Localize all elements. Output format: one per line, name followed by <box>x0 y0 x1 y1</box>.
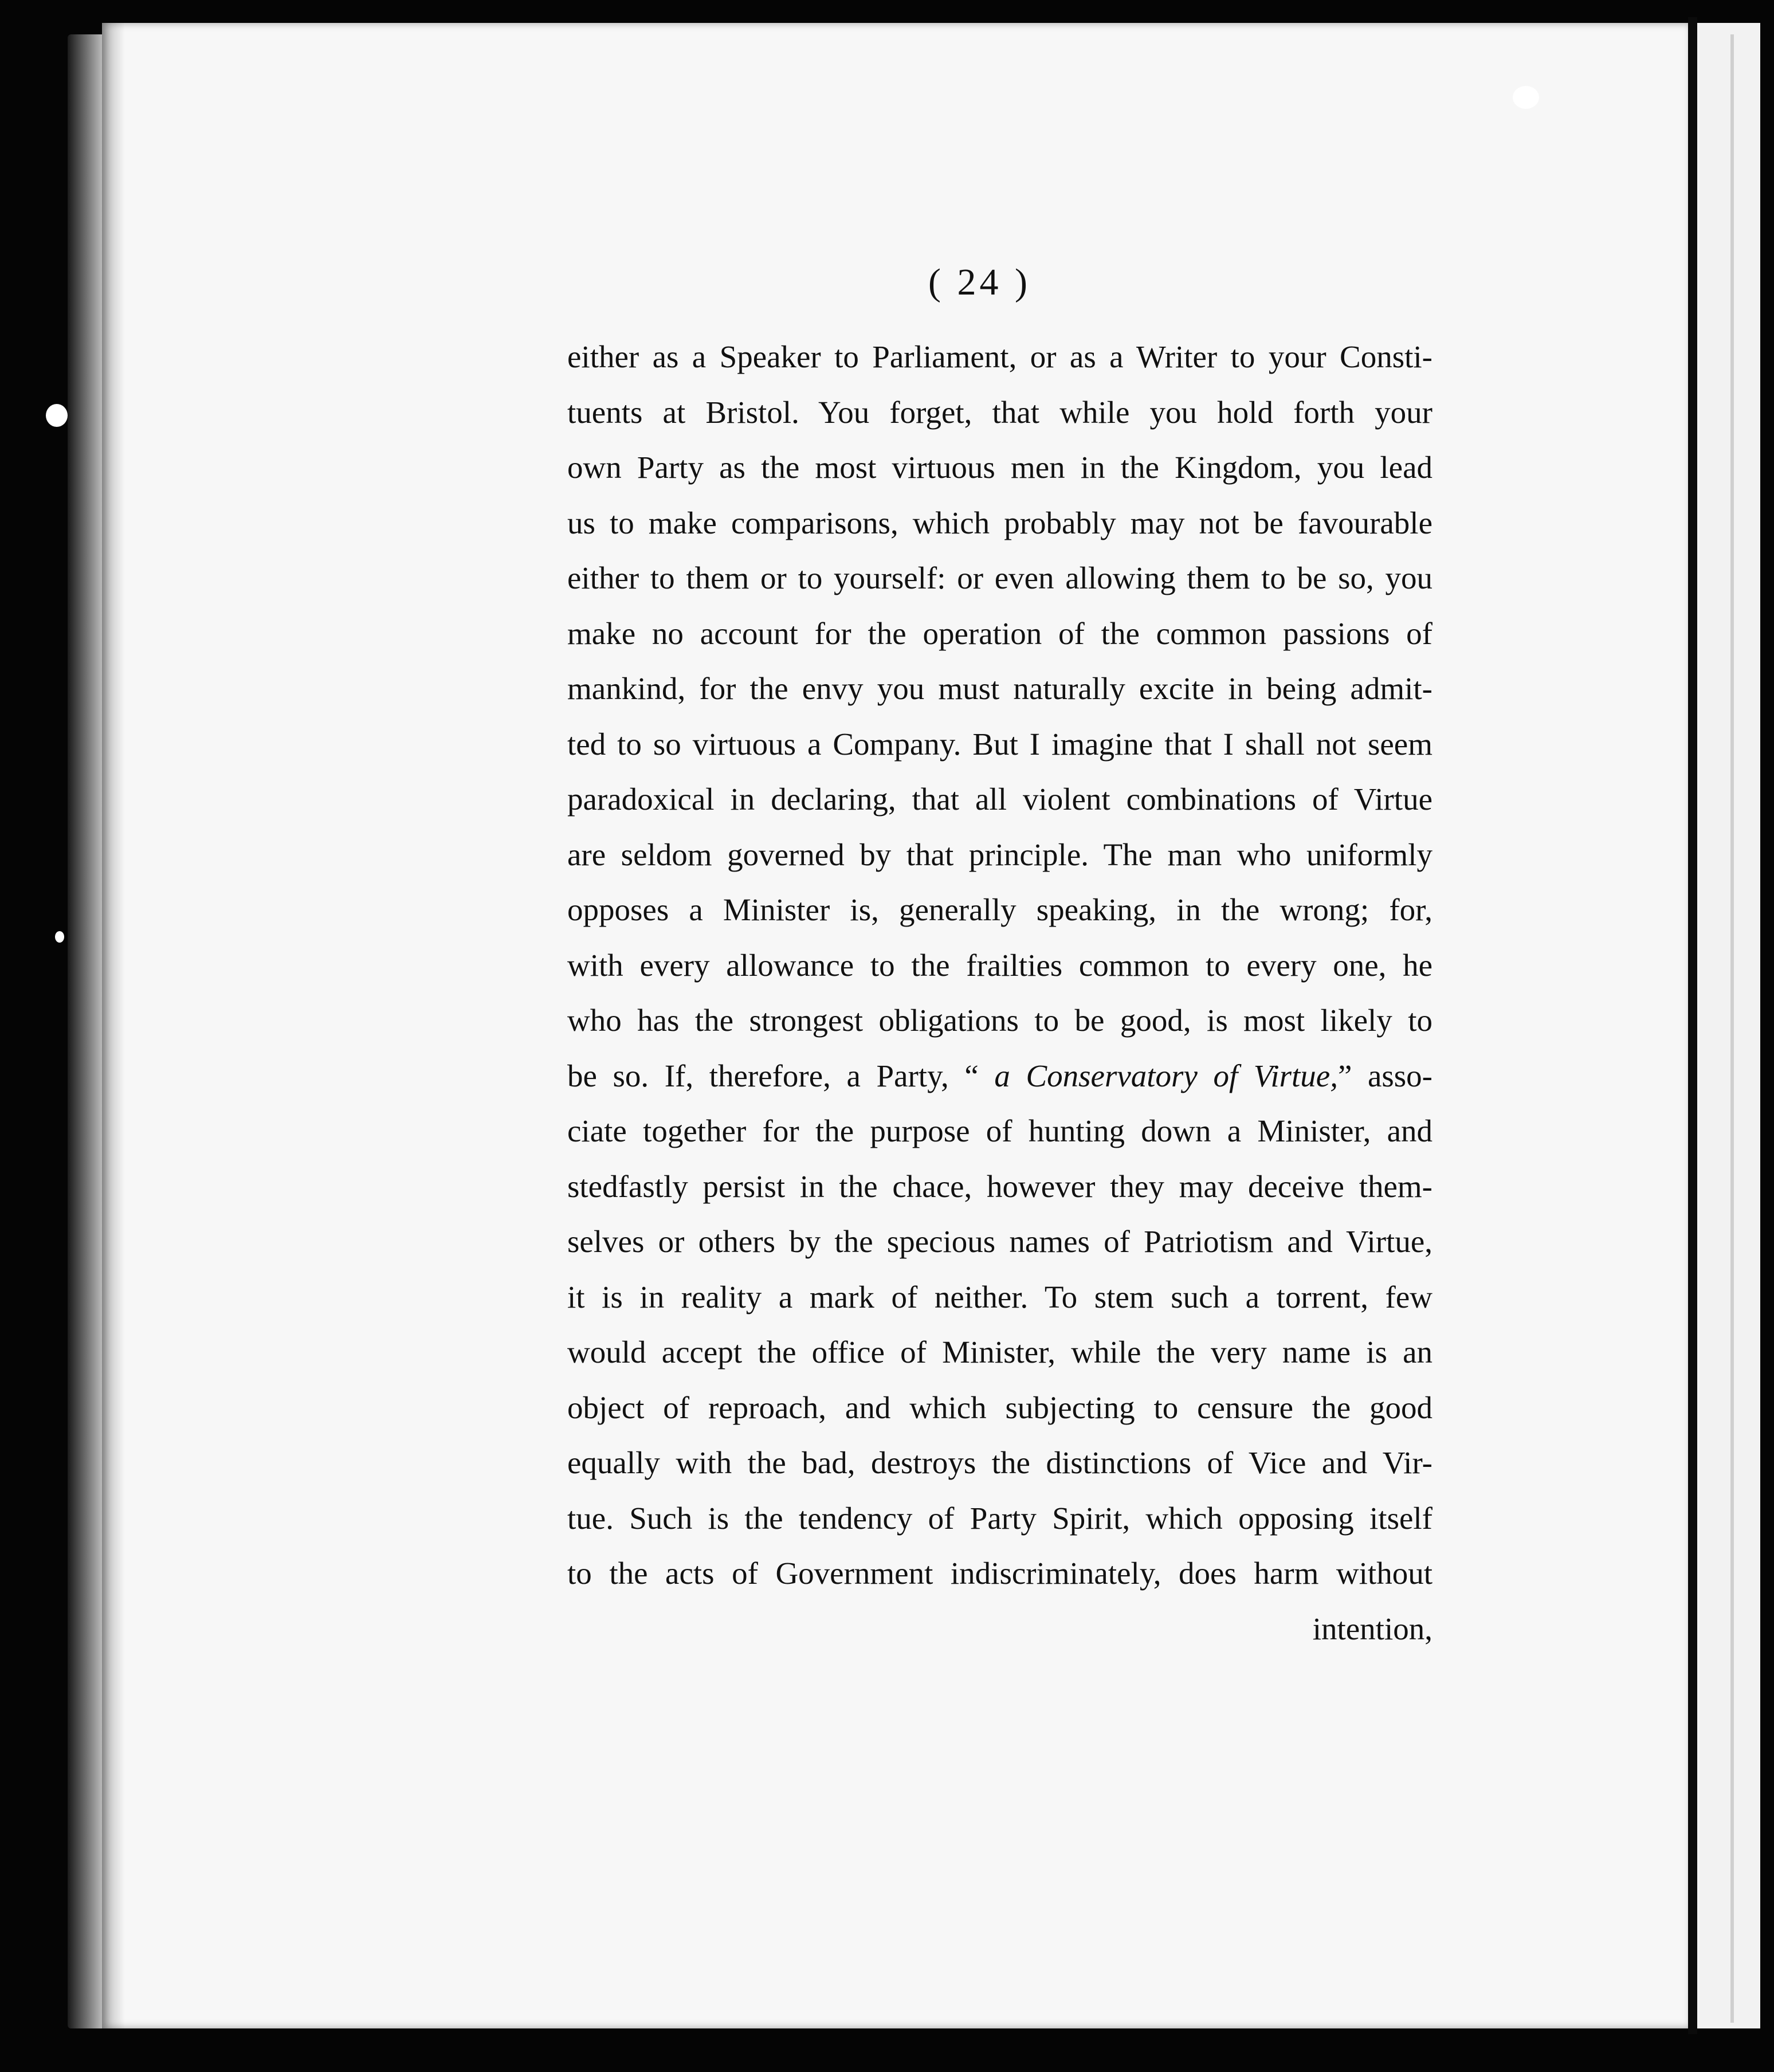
text-line: object of reproach, and which subjecting to censure the good <box>567 1390 1432 1425</box>
scan-speck <box>55 931 64 943</box>
facing-page-edge <box>1697 23 1760 2028</box>
text-line: own Party as the most virtuous men in the Kingdom, you lead <box>567 450 1432 485</box>
text-segment: ” asso- <box>1337 1058 1432 1093</box>
text-line: to the acts of Government indiscriminately, does harm without <box>567 1556 1432 1591</box>
text-line: make no account for the operation of the common passions of <box>567 615 1432 651</box>
text-line: mankind, for the envy you must naturally excite in being admit- <box>567 671 1432 706</box>
text-line: opposes a Minister is, generally speaking, in the wrong; for, <box>567 892 1432 927</box>
text-line: paradoxical in declaring, that all violent combinations of Virtue <box>567 782 1432 817</box>
text-line: equally with the bad, destroys the distinctions of Vice and Vir- <box>567 1445 1432 1480</box>
text-line: tuents at Bristol. You forget, that while you hold forth your <box>567 394 1432 430</box>
text-line: us to make comparisons, which probably may not be favourable <box>567 505 1432 540</box>
text-line: stedfastly persist in the chace, however they may deceive them- <box>567 1168 1432 1204</box>
text-line: either as a Speaker to Parliament, or as a Writer to your Consti- <box>567 339 1432 374</box>
body-text <box>567 329 1432 1657</box>
text-line-with-quotation <box>567 1049 1432 1104</box>
text-line: ciate together for the purpose of hunting down a Minister, and <box>567 1113 1432 1148</box>
scan-speck <box>46 404 68 427</box>
text-line: would accept the office of Minister, while the very name is an <box>567 1335 1432 1369</box>
facing-page-line <box>1730 34 1734 2023</box>
text-line: with every allowance to the frailties common to every one, he <box>567 947 1432 983</box>
text-line: selves or others by the specious names of Patriotism and Virtue, <box>567 1224 1432 1259</box>
text-line: ted to so virtuous a Company. But I imagine that I shall not seem <box>567 726 1432 762</box>
text-line: it is in reality a mark of neither. To stem such a torrent, few <box>567 1279 1432 1314</box>
page-number: ( 24 ) <box>928 261 1031 303</box>
text-line: are seldom governed by that principle. The man who uniformly <box>567 837 1432 872</box>
italic-quotation: a Conservatory of Virtue, <box>994 1058 1338 1093</box>
catchword: intention, <box>1312 1611 1432 1646</box>
text-segment: be so. If, therefore, a Party, “ <box>567 1058 995 1093</box>
text-line: either to them or to yourself: or even allowing them to be so, you <box>567 560 1432 595</box>
page-gutter-shadow <box>102 23 125 2028</box>
spine-gap <box>1688 17 1697 2034</box>
scan-speck <box>1513 86 1539 109</box>
text-line: tue. Such is the tendency of Party Spirit, which opposing itself <box>567 1500 1432 1536</box>
text-line: who has the strongest obligations to be good, is most likely to <box>567 1003 1432 1038</box>
